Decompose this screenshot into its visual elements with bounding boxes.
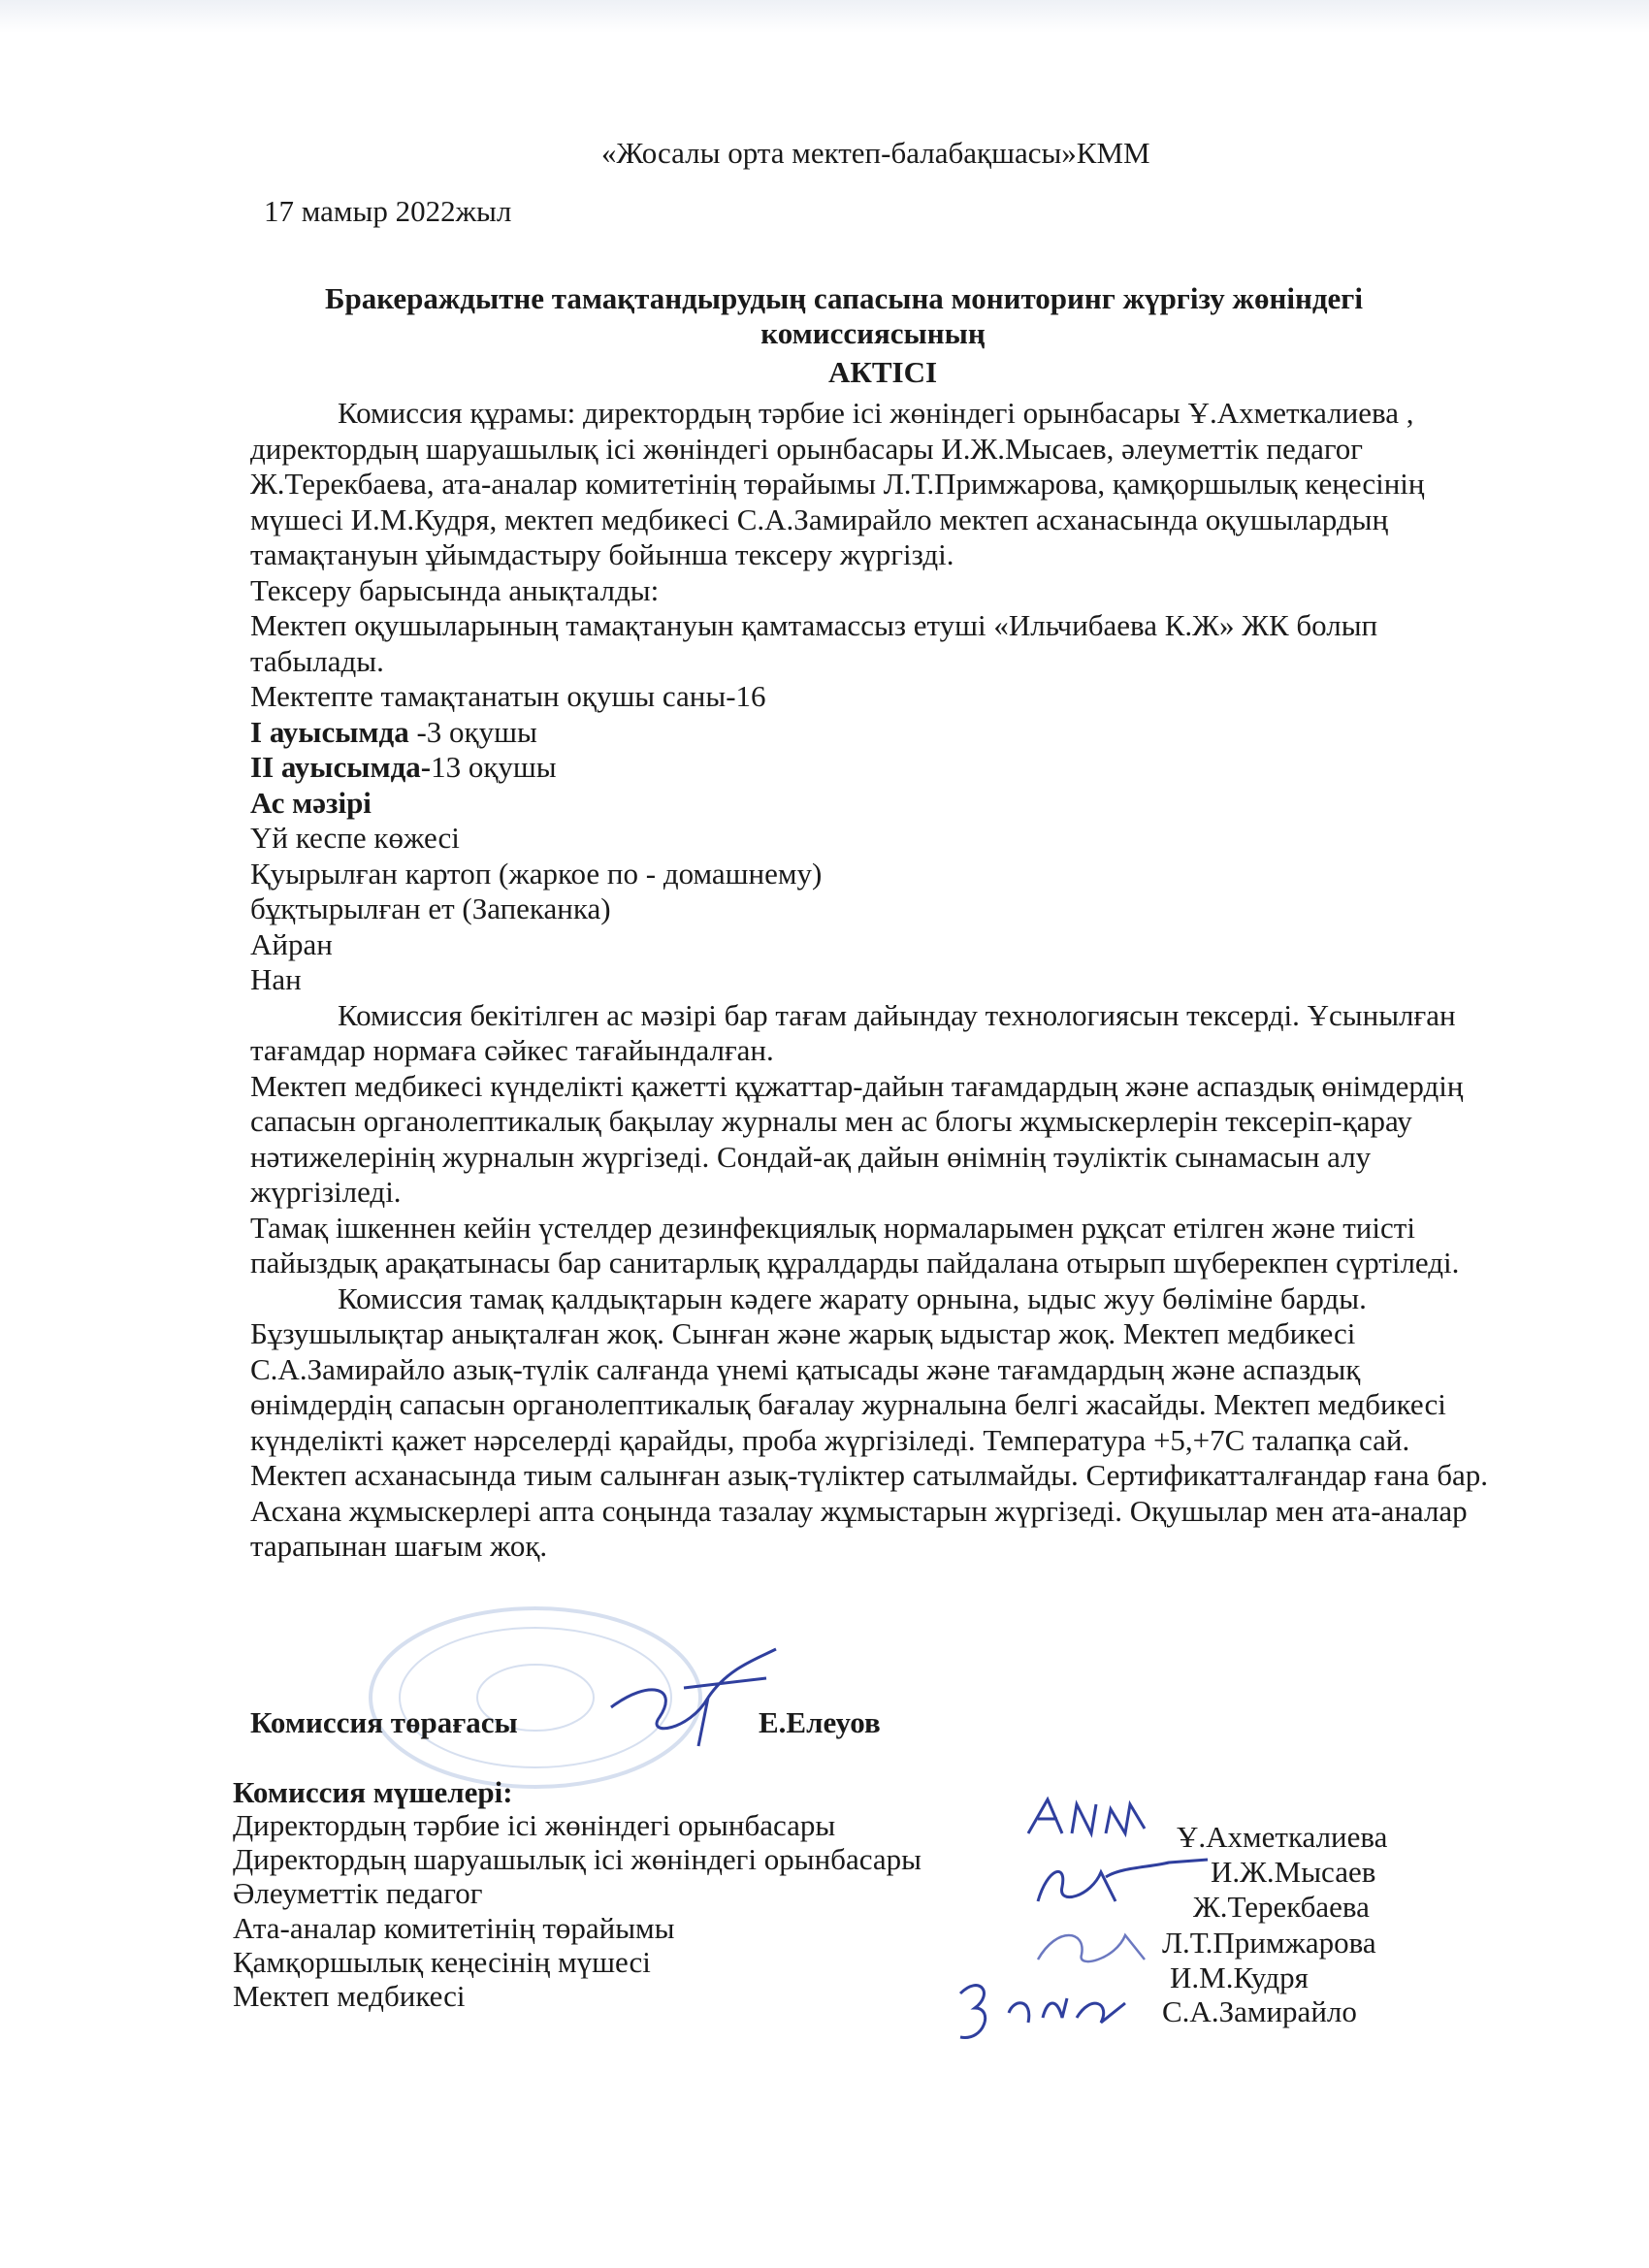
shift-2-value: 13 оқушы	[431, 750, 557, 784]
menu-check-paragraph: Комиссия бекітілген ас мәзірі бар тағам дайындау технологиясын тексерді. Ұсынылған тағамдар нормаға сәйкес тағайындалған.	[250, 997, 1456, 1067]
members-label: Комиссия мүшелері:	[233, 1775, 513, 1809]
found-intro: Тексеру барысында анықталды:	[250, 572, 660, 607]
member-signature-4	[946, 1964, 1169, 2052]
provider-paragraph: Мектеп оқушыларының тамақтануын қамтамассыз етуші «Ильчибаева К.Ж» ЖК болып табылады.	[250, 608, 1378, 678]
title-line-1-text: Бракераждытне тамақтандырудың сапасына мониторинг жүргізу жөніндегі	[325, 281, 1363, 315]
title-line-2: комиссиясының	[760, 316, 986, 350]
scan-edge	[0, 0, 1649, 33]
member-role: Директордың тәрбие ісі жөніндегі орынбасары	[233, 1808, 836, 1842]
member-signature-2	[1023, 1848, 1217, 1916]
menu-item: Үй кеспе көжесі	[250, 821, 460, 855]
shift-2	[250, 750, 1492, 786]
member-role: Мектеп медбикесі	[233, 1979, 466, 2013]
menu-item: Айран	[250, 926, 333, 961]
shift-1	[250, 715, 1492, 751]
member-name: Ұ.Ахметкалиева	[1177, 1820, 1388, 1854]
chair-label: Комиссия төрағасы	[250, 1705, 518, 1739]
waste-paragraph: Комиссия тамақ қалдықтарын кәдеге жарату орнына, ыдыс жуу бөліміне барды. Бұзушылықтар анықталған жоқ. Сынған және жарық ыдыстар жоқ. Мектеп медбикесі С.А.Замирайло азық-түлік салғанда үнемі қатысады және тағамдардың және аспаздық өнімдердің сапасын органолептикалық бағалау журналына белгі жасайды. Мектеп медбикесі күнделікті қажет нәрселерді қарайды, проба жүргізіледі. Температура +5,+7С талапқа сай. Мектеп асханасында тиым салынған азық-түліктер сатылмайды. Сертификатталғандар ғана бар. Асхана жұмыскерлері апта соңында тазалау жұмыстарын жүргізеді. Оқушылар мен ата-аналар тарапынан шағым жоқ.	[250, 1280, 1488, 1563]
member-name: И.Ж.Мысаев	[1211, 1855, 1376, 1889]
shift-2-label: ІІ ауысымда-	[250, 750, 432, 784]
title-line-1	[194, 281, 1494, 316]
member-name: Л.Т.Примжарова	[1162, 1926, 1376, 1960]
member-name: И.М.Кудря	[1170, 1960, 1309, 1994]
composition-paragraph: Комиссия құрамы: директордың тәрбие ісі жөніндегі орынбасары Ұ.Ахметкалиева , директордың шаруашылық ісі жөніндегі орынбасары И.Ж.Мысаев, әлеуметтік педагог Ж.Терекбаева, ата-аналар комитетінің төрайымы Л.Т.Примжарова, қамқоршылық кеңесінің мүшесі И.М.Кудря, мектеп медбикесі С.А.Замирайло мектеп асханасында оқушылардың тамақтануын ұйымдастыру бойынша тексеру жүргізді.	[250, 396, 1425, 571]
chair-name: Е.Елеуов	[759, 1705, 881, 1739]
document-date: 17 мамыр 2022жыл	[264, 194, 512, 228]
member-role: Әлеуметтік педагог	[233, 1876, 483, 1910]
nurse-paragraph: Мектеп медбикесі күнделікті қажетті құжаттар-дайын тағамдардың және аспаздық өнімдердің сапасын органолептикалық бақылау журналы мен ас блогы жұмыскерлерін тексеріп-қарау нәтижелерінің журналын жүргізеді. Сондай-ақ дайын өнімнің тәуліктік сынамасын алу жүргізіледі.	[250, 1068, 1464, 1209]
member-role: Директордың шаруашылық ісі жөніндегі орынбасары	[233, 1842, 922, 1876]
member-name: Ж.Терекбаева	[1193, 1890, 1370, 1924]
tables-paragraph: Тамақ ішкеннен кейін үстелдер дезинфекциялық нормаларымен рұқсат етілген және тиісті пайыздық арақатынасы бар санитарлық құралдарды пайдалана отырып шүберекпен сүртіледі.	[250, 1210, 1460, 1280]
menu-title: Ас мәзірі	[250, 785, 372, 820]
member-signature-1	[1018, 1790, 1164, 1848]
menu-item: бұқтырылған ет (Запеканка)	[250, 891, 611, 925]
member-name: С.А.Замирайло	[1162, 1994, 1357, 2028]
member-role: Ата-аналар комитетінің төрайымы	[233, 1911, 675, 1945]
menu-item: Нан	[250, 962, 302, 996]
menu-item: Қуырылған картоп (жаркое по - домашнему)	[250, 856, 823, 891]
shift-1-value: -3 оқушы	[408, 714, 537, 749]
title-line-3: АКТІСІ	[827, 355, 938, 389]
chair-signature	[592, 1639, 786, 1756]
students-count: Мектепте тамақтанатын оқушы саны-16	[250, 679, 766, 713]
member-role: Қамқоршылық кеңесінің мүшесі	[233, 1945, 651, 1979]
organization-name: «Жосалы орта мектеп-балабақшасы»КММ	[601, 136, 1150, 170]
shift-1-label: І ауысымда	[250, 714, 409, 749]
act-body	[250, 396, 1492, 1565]
